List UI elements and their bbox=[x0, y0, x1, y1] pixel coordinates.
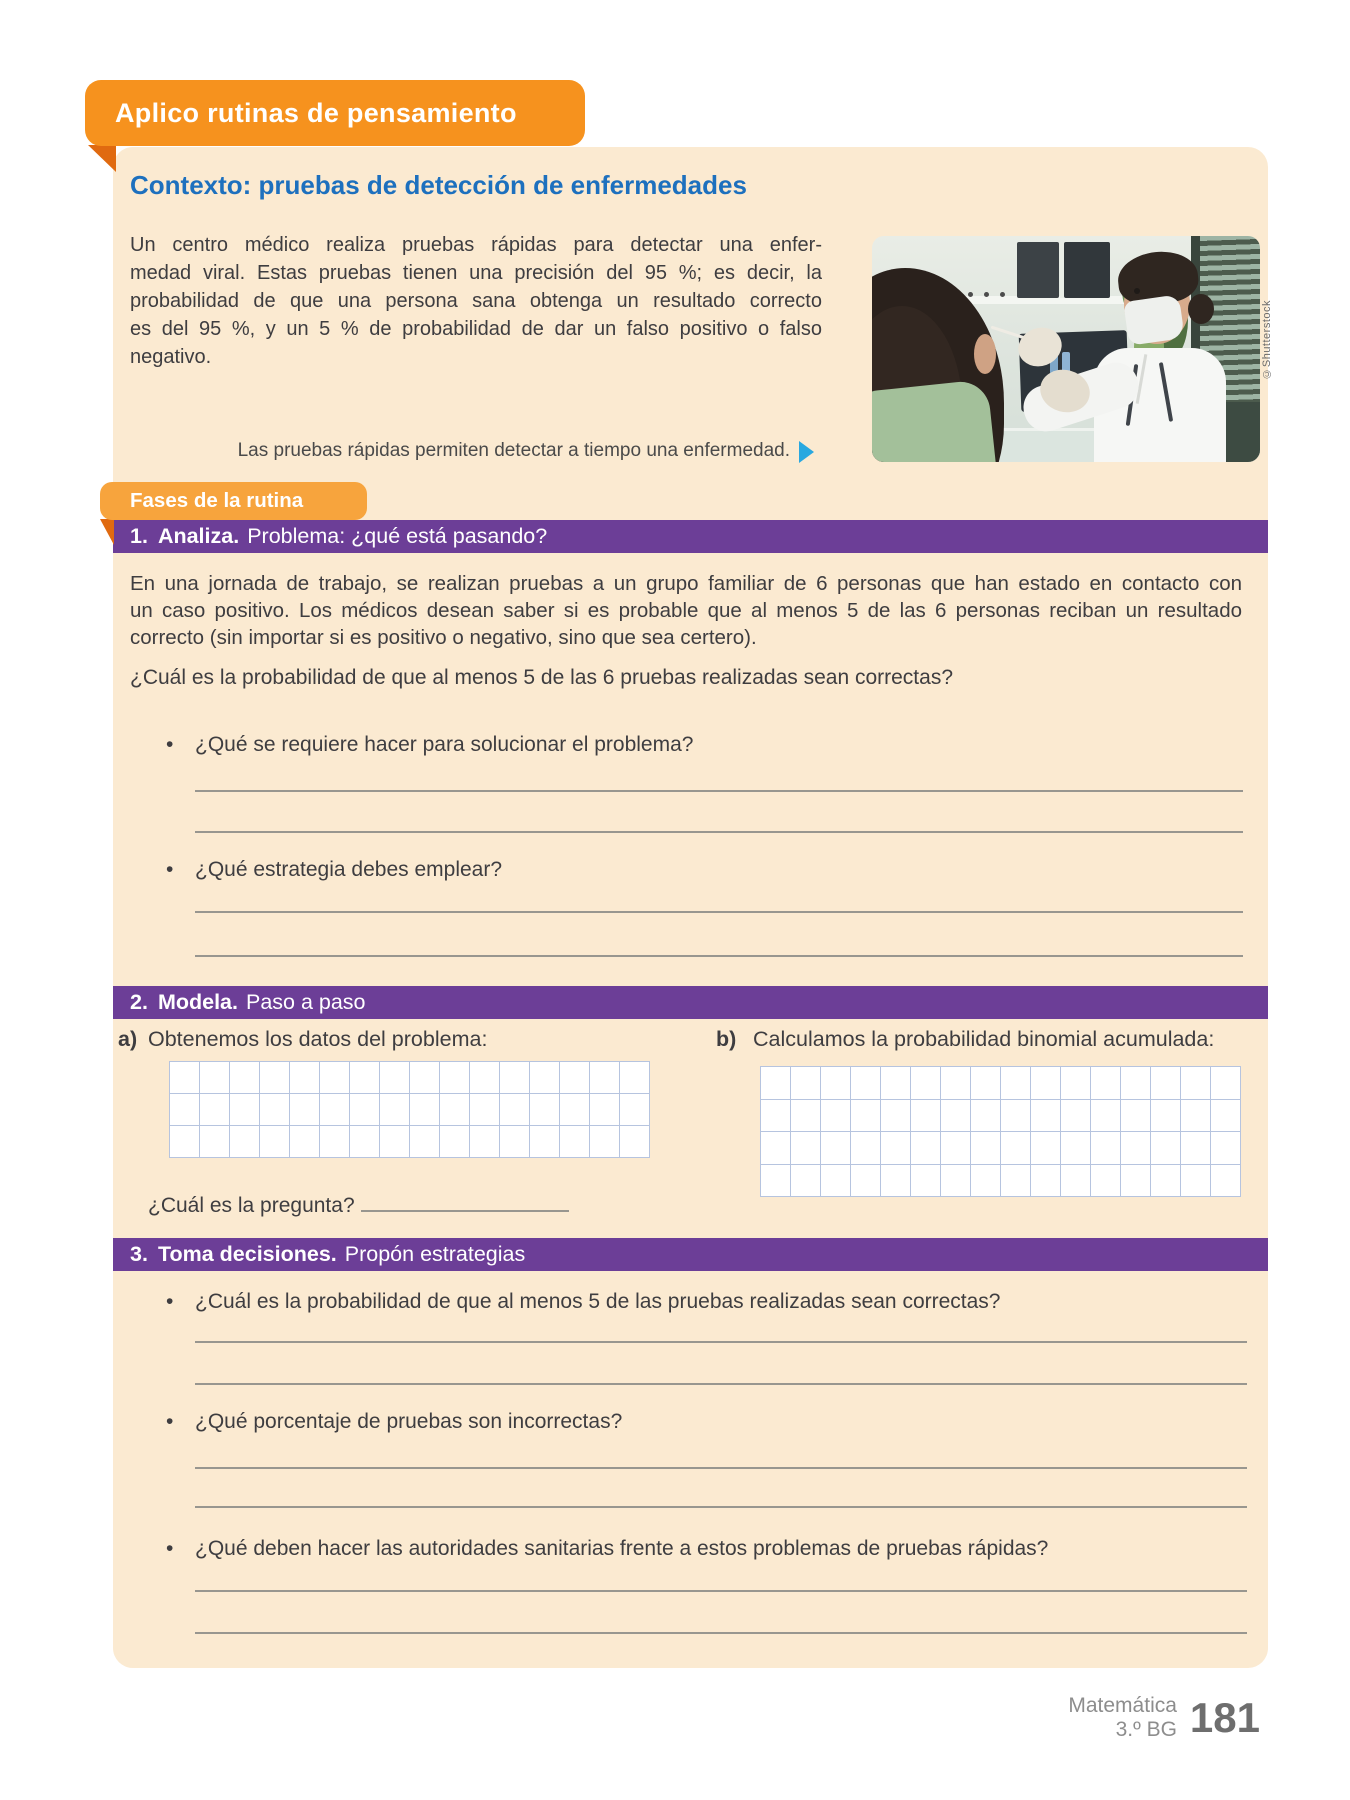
grid-cell bbox=[500, 1062, 530, 1094]
grid-cell bbox=[290, 1126, 320, 1158]
grid-cell bbox=[881, 1100, 911, 1133]
intro-line: medad viral. Estas pruebas tienen una precisión del 95 %; es decir, la bbox=[130, 262, 822, 284]
grid-cell bbox=[761, 1132, 791, 1165]
grid-cell bbox=[1121, 1165, 1151, 1198]
grid-cell bbox=[1181, 1132, 1211, 1165]
grid-cell bbox=[761, 1067, 791, 1100]
grid-cell bbox=[410, 1062, 440, 1094]
intro-line: negativo. bbox=[130, 346, 212, 368]
book-info bbox=[1068, 1694, 1177, 1742]
grid-cell bbox=[1151, 1165, 1181, 1198]
grid-cell bbox=[440, 1126, 470, 1158]
grid-cell bbox=[1061, 1067, 1091, 1100]
photo-caption: Las pruebas rápidas permiten detectar a tiempo una enfermedad. bbox=[237, 440, 790, 461]
grid-cell bbox=[821, 1165, 851, 1198]
grid-cell bbox=[1181, 1067, 1211, 1100]
grid-cell bbox=[971, 1067, 1001, 1100]
intro-line: probabilidad de que una persona sana obtenga un resultado correcto bbox=[130, 290, 822, 312]
grid-cell bbox=[230, 1094, 260, 1126]
knob bbox=[984, 292, 989, 297]
grid-cell bbox=[761, 1100, 791, 1133]
grid-cell bbox=[911, 1067, 941, 1100]
fases-badge-label: Fases de la rutina bbox=[130, 489, 304, 512]
grid-cell bbox=[1001, 1067, 1031, 1100]
grid-cell bbox=[1211, 1100, 1241, 1133]
section-bar-analiza bbox=[113, 520, 1268, 553]
grid-cell bbox=[971, 1165, 1001, 1198]
answer-line bbox=[195, 1383, 1247, 1385]
bullet-dot: • bbox=[166, 733, 174, 756]
section-verb: Modela. bbox=[157, 990, 238, 1014]
grid-cell bbox=[941, 1132, 971, 1165]
grid-cell bbox=[350, 1126, 380, 1158]
grid-cell bbox=[821, 1067, 851, 1100]
bullet-dot: • bbox=[166, 1537, 174, 1560]
grid-cell bbox=[941, 1067, 971, 1100]
routine-badge bbox=[85, 80, 585, 146]
grid-cell bbox=[1001, 1165, 1031, 1198]
grid-cell bbox=[380, 1094, 410, 1126]
answer-line bbox=[195, 790, 1243, 792]
grid-cell bbox=[791, 1165, 821, 1198]
grid-cell bbox=[911, 1132, 941, 1165]
grid-cell bbox=[1121, 1067, 1151, 1100]
grid-cell bbox=[260, 1062, 290, 1094]
grid-cell bbox=[881, 1165, 911, 1198]
grid-cell bbox=[380, 1126, 410, 1158]
grid-cell bbox=[560, 1126, 590, 1158]
answer-line bbox=[195, 831, 1243, 833]
section3-bullet: ¿Qué deben hacer las autoridades sanitarias frente a estos problemas de pruebas rápidas? bbox=[195, 1537, 1049, 1560]
grid-cell bbox=[1091, 1100, 1121, 1133]
pregunta-blank-line bbox=[361, 1210, 569, 1212]
grid-cell bbox=[881, 1132, 911, 1165]
grid-cell bbox=[941, 1100, 971, 1133]
pregunta-label: ¿Cuál es la pregunta? bbox=[148, 1194, 355, 1217]
grid-cell bbox=[290, 1062, 320, 1094]
grid-cell bbox=[1211, 1132, 1241, 1165]
section1-bullet: ¿Qué estrategia debes emplear? bbox=[195, 858, 503, 881]
grid-cell bbox=[530, 1062, 560, 1094]
bullet-dot: • bbox=[166, 858, 174, 881]
grid-cell bbox=[911, 1100, 941, 1133]
item-b-text: Calculamos la probabilidad binomial acumulada: bbox=[753, 1027, 1215, 1051]
fases-badge-fold bbox=[100, 519, 114, 545]
paragraph-line: En una jornada de trabajo, se realizan pruebas a un grupo familiar de 6 personas que han estado en contacto con bbox=[130, 572, 1242, 595]
knob bbox=[1000, 292, 1005, 297]
context-title: Contexto: pruebas de detección de enfermedades bbox=[130, 170, 747, 200]
grid-cell bbox=[590, 1062, 620, 1094]
photo-nasal-swab-test bbox=[872, 236, 1260, 462]
item-a-label: a) bbox=[118, 1027, 138, 1051]
grid-cell bbox=[170, 1062, 200, 1094]
intro-line: es del 95 %, y un 5 % de probabilidad de dar un falso positivo o falso bbox=[130, 318, 822, 340]
grid-cell bbox=[851, 1100, 881, 1133]
grid-cell bbox=[380, 1062, 410, 1094]
grid-cell bbox=[620, 1094, 650, 1126]
section3-bullet: ¿Qué porcentaje de pruebas son incorrectas? bbox=[195, 1410, 623, 1433]
grid-cell bbox=[761, 1165, 791, 1198]
grid-cell bbox=[1061, 1100, 1091, 1133]
grid-cell bbox=[590, 1094, 620, 1126]
grid-cell bbox=[560, 1062, 590, 1094]
grid-cell bbox=[1121, 1132, 1151, 1165]
grid-cell bbox=[470, 1126, 500, 1158]
grid-cell bbox=[791, 1067, 821, 1100]
grid-cell bbox=[620, 1126, 650, 1158]
binder bbox=[1064, 242, 1110, 298]
fases-badge bbox=[100, 482, 367, 520]
grid-cell bbox=[971, 1100, 1001, 1133]
grid-cell bbox=[170, 1126, 200, 1158]
grid-cell bbox=[320, 1126, 350, 1158]
grid-cell bbox=[1031, 1100, 1061, 1133]
grid-cell bbox=[440, 1094, 470, 1126]
answer-line bbox=[195, 1590, 1247, 1592]
section-subtitle: Problema: ¿qué está pasando? bbox=[247, 524, 548, 548]
answer-line bbox=[195, 1341, 1247, 1343]
grid-cell bbox=[1211, 1165, 1241, 1198]
grid-cell bbox=[440, 1062, 470, 1094]
intro-line: Un centro médico realiza pruebas rápidas para detectar una enfer- bbox=[130, 234, 822, 256]
knob bbox=[968, 292, 973, 297]
bullet-dot: • bbox=[166, 1410, 174, 1433]
patient-shirt bbox=[872, 379, 996, 462]
grid-cell bbox=[791, 1100, 821, 1133]
grid-cell bbox=[791, 1132, 821, 1165]
doctor-hair-bun bbox=[1188, 294, 1214, 324]
grid-cell bbox=[200, 1062, 230, 1094]
section-verb: Toma decisiones. bbox=[157, 1242, 337, 1266]
section-number: 3. bbox=[130, 1242, 148, 1266]
grid-cell bbox=[851, 1132, 881, 1165]
section-bar-modela bbox=[113, 986, 1268, 1019]
section1-question: ¿Cuál es la probabilidad de que al menos 5 de las 6 pruebas realizadas sean correctas? bbox=[130, 666, 953, 689]
grid-cell bbox=[530, 1094, 560, 1126]
grid-cell bbox=[200, 1094, 230, 1126]
answer-line bbox=[195, 1632, 1247, 1634]
section1-bullet: ¿Qué se requiere hacer para solucionar el problema? bbox=[195, 733, 694, 756]
grid-cell bbox=[851, 1165, 881, 1198]
grid-cell bbox=[1001, 1132, 1031, 1165]
section-bar-toma-decisiones bbox=[113, 1238, 1268, 1271]
grid-cell bbox=[1151, 1132, 1181, 1165]
grid-cell bbox=[1121, 1100, 1151, 1133]
grid-cell bbox=[410, 1094, 440, 1126]
section-number: 2. bbox=[130, 990, 148, 1014]
grid-cell bbox=[560, 1094, 590, 1126]
grid-cell bbox=[500, 1094, 530, 1126]
doctor-eye bbox=[1134, 288, 1140, 294]
caption-arrow-icon bbox=[799, 441, 814, 463]
grid-cell bbox=[320, 1094, 350, 1126]
grid-cell bbox=[320, 1062, 350, 1094]
section-subtitle: Paso a paso bbox=[245, 990, 366, 1014]
item-b-label: b) bbox=[716, 1027, 737, 1051]
book-grade: 3.º BG bbox=[1115, 1718, 1177, 1742]
grid-cell bbox=[1031, 1132, 1061, 1165]
grid-cell bbox=[1091, 1165, 1121, 1198]
grid-cell bbox=[1181, 1165, 1211, 1198]
grid-cell bbox=[260, 1094, 290, 1126]
grid-cell bbox=[1151, 1100, 1181, 1133]
grid-cell bbox=[941, 1165, 971, 1198]
paragraph-line: correcto (sin importar si es positivo o negativo, sino que sea certero). bbox=[130, 626, 757, 649]
grid-cell bbox=[1031, 1067, 1061, 1100]
grid-cell bbox=[1061, 1132, 1091, 1165]
grid-cell bbox=[350, 1062, 380, 1094]
section-verb: Analiza. bbox=[157, 524, 240, 548]
answer-line bbox=[195, 1467, 1247, 1469]
grid-cell bbox=[821, 1132, 851, 1165]
grid-cell bbox=[1181, 1100, 1211, 1133]
routine-badge-label: Aplico rutinas de pensamiento bbox=[115, 97, 517, 128]
bullet-dot: • bbox=[166, 1290, 174, 1313]
grid-cell bbox=[590, 1126, 620, 1158]
page-number: 181 bbox=[1189, 1694, 1260, 1742]
book-subject: Matemática bbox=[1068, 1694, 1177, 1717]
work-grid-a bbox=[169, 1061, 650, 1158]
grid-cell bbox=[230, 1126, 260, 1158]
grid-cell bbox=[1091, 1067, 1121, 1100]
work-grid-b bbox=[760, 1066, 1241, 1197]
grid-cell bbox=[1001, 1100, 1031, 1133]
grid-cell bbox=[911, 1165, 941, 1198]
grid-cell bbox=[170, 1094, 200, 1126]
paragraph-line: un caso positivo. Los médicos desean saber si es probable que al menos 5 de las 6 personas reciban un resultado bbox=[130, 599, 1242, 622]
answer-line bbox=[195, 911, 1243, 913]
photo-credit: ©Shutterstock bbox=[1261, 300, 1273, 380]
item-a-text: Obtenemos los datos del problema: bbox=[148, 1027, 488, 1051]
badge-fold bbox=[88, 145, 116, 172]
pregunta-row bbox=[148, 1194, 569, 1218]
grid-cell bbox=[200, 1126, 230, 1158]
grid-cell bbox=[260, 1126, 290, 1158]
grid-cell bbox=[821, 1100, 851, 1133]
binder bbox=[1017, 242, 1059, 298]
section-subtitle: Propón estrategias bbox=[344, 1242, 526, 1266]
grid-cell bbox=[1061, 1165, 1091, 1198]
grid-cell bbox=[1211, 1067, 1241, 1100]
page-footer bbox=[1068, 1694, 1260, 1742]
patient-face bbox=[974, 334, 996, 374]
grid-cell bbox=[470, 1094, 500, 1126]
section-number: 1. bbox=[130, 524, 148, 548]
section1-paragraph bbox=[130, 570, 1242, 651]
grid-cell bbox=[1151, 1067, 1181, 1100]
grid-cell bbox=[1031, 1165, 1061, 1198]
grid-cell bbox=[530, 1126, 560, 1158]
grid-cell bbox=[350, 1094, 380, 1126]
answer-line bbox=[195, 955, 1243, 957]
grid-cell bbox=[851, 1067, 881, 1100]
section3-bullet: ¿Cuál es la probabilidad de que al menos 5 de las pruebas realizadas sean correctas? bbox=[195, 1290, 1001, 1313]
grid-cell bbox=[620, 1062, 650, 1094]
grid-cell bbox=[470, 1062, 500, 1094]
grid-cell bbox=[1091, 1132, 1121, 1165]
grid-cell bbox=[971, 1132, 1001, 1165]
grid-cell bbox=[410, 1126, 440, 1158]
intro-paragraph bbox=[130, 231, 822, 371]
grid-cell bbox=[881, 1067, 911, 1100]
grid-cell bbox=[500, 1126, 530, 1158]
answer-line bbox=[195, 1506, 1247, 1508]
grid-cell bbox=[230, 1062, 260, 1094]
grid-cell bbox=[290, 1094, 320, 1126]
